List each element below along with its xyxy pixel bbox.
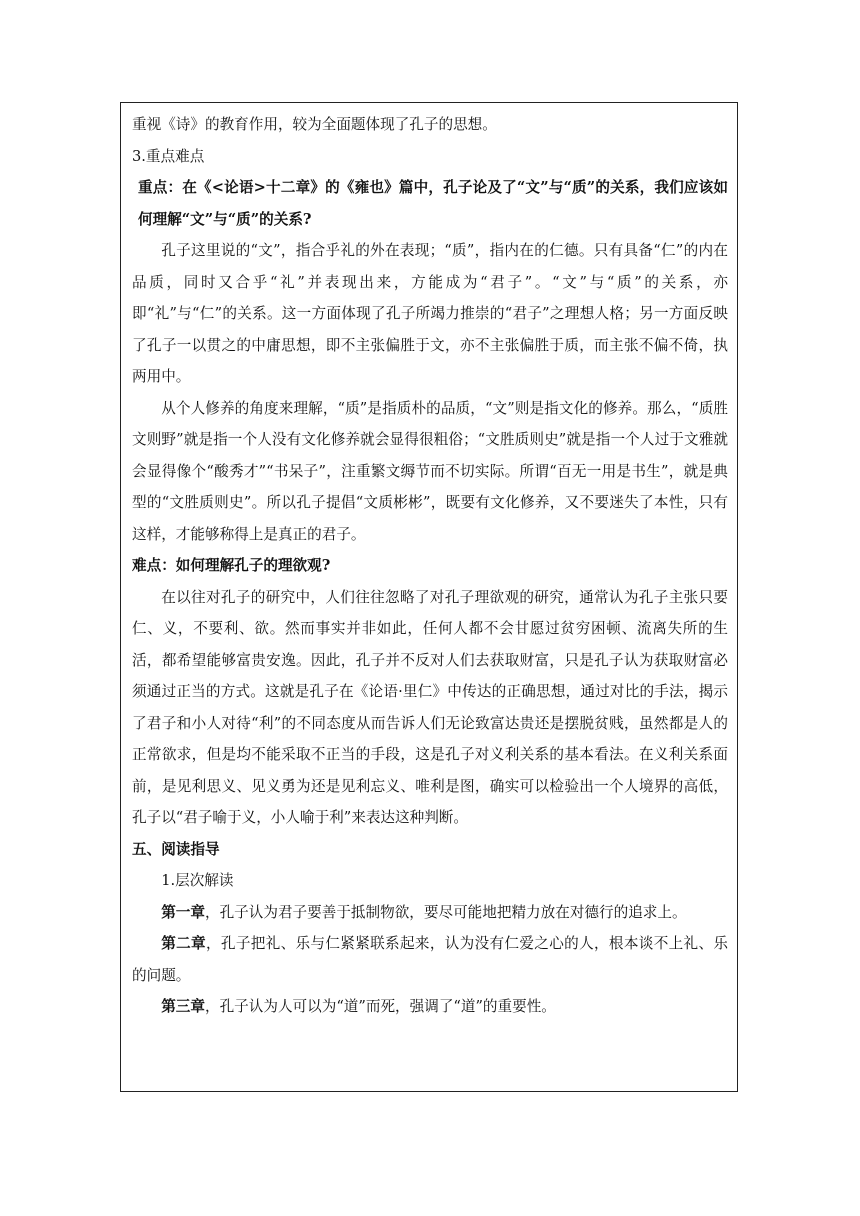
- heading-difficulty-question: 难点：如何理解孔子的理欲观?: [132, 557, 331, 574]
- paragraph-chapter-2: [132, 928, 728, 991]
- paragraph-wen-zhi: 孔子这里说的“文”，指合乎礼的外在表现；“质”，指内在的仁德。只有具备“仁”的内在品质，同时又合乎“礼”并表现出来，方能成为“君子”。“文”与“质”的关系，亦即“礼”与“仁”的关系。这一方面体现了孔子所竭力推崇的“君子”之理想人格；另一方面反映了孔子一以贯之的中庸思想，即不主张偏胜于文，亦不主张偏胜于质，而主张不偏不倚，执两用中。: [132, 242, 728, 385]
- heading-focus-question: 重点：在《<论语>十二章》的《雍也》篇中，孔子论及了“文”与“质”的关系，我们应该如何理解“文”与“质”的关系?: [138, 179, 728, 228]
- chapter-1-label: 第一章: [161, 903, 205, 921]
- paragraph-li-yu: 在以往对孔子的研究中，人们往往忽略了对孔子理欲观的研究，通常认为孔子主张只要仁、义，不要利、欲。然而事实并非如此，任何人都不会甘愿过贫穷困顿、流离失所的生活，都希望能够富贵安逸。因此，孔子并不反对人们去获取财富，只是孔子认为获取财富必须通过正当的方式。这就是孔子在《论语·里仁》中传达的正确思想，通过对比的手法，揭示了君子和小人对待“利”的不同态度从而告诉人们无论致富达贵还是摆脱贫贱，虽然都是人的正常欲求，但是均不能采取不正当的手段，这是孔子对义利关系的基本看法。在义利关系面前，是见利思义、见义勇为还是见利忘义、唯利是图，确实可以检验出一个人境界的高低，孔子以“君子喻于义，小人喻于利”来表达这种判断。: [132, 588, 728, 826]
- paragraph-chapter-1: [132, 897, 728, 929]
- chapter-2-label: 第二章: [161, 935, 206, 952]
- paragraph-intro: 重视《诗》的教育作用，较为全面题体现了孔子的思想。: [132, 116, 497, 133]
- chapter-2-text: ，孔子把礼、乐与仁紧紧联系起来，认为没有仁爱之心的人，根本谈不上礼、乐的问题。: [132, 935, 728, 984]
- paragraph-chapter-3: [132, 991, 728, 1023]
- document-body: [132, 109, 728, 1023]
- chapter-3-label: 第三章: [161, 998, 205, 1015]
- heading-level-reading: 1.层次解读: [161, 872, 234, 889]
- chapter-3-text: ，孔子认为人可以为“道”而死，强调了“道”的重要性。: [204, 998, 556, 1015]
- paragraph-self-cultivation: 从个人修养的角度来理解，“质”是指质朴的品质，“文”则是指文化的修养。那么，“质胜文则野”就是指一个人没有文化修养就会显得很粗俗；“文胜质则史”就是指一个人过于文雅就会显得像个“酸秀才”“书呆子”，注重繁文缛节而不切实际。所谓“百无一用是书生”，就是典型的“文胜质则史”。所以孔子提倡“文质彬彬”，既要有文化修养，又不要迷失了本性，只有这样，才能够称得上是真正的君子。: [132, 399, 728, 543]
- heading-reading-guide: 五、阅读指导: [132, 840, 220, 858]
- chapter-1-text: ，孔子认为君子要善于抵制物欲，要尽可能地把精力放在对德行的追求上。: [204, 903, 687, 921]
- heading-key-points: 3.重点难点: [132, 147, 205, 165]
